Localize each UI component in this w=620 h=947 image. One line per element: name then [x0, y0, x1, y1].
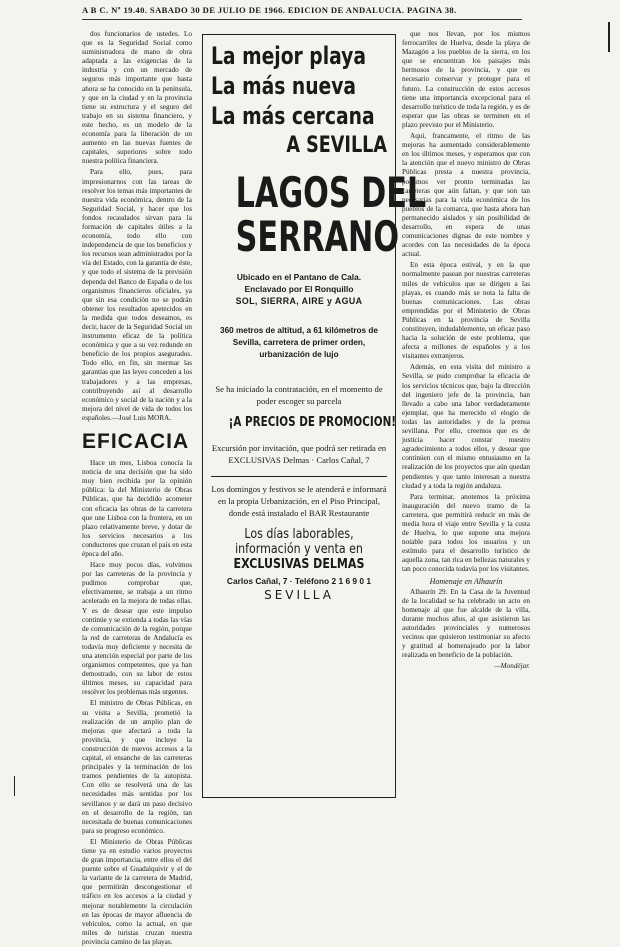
ad-city: SEVILLA — [264, 588, 334, 602]
ad-weekdays-2: información y venta en — [235, 542, 363, 557]
margin-mark — [608, 22, 610, 52]
left-column — [82, 30, 192, 946]
ad-contact: Carlos Cañal, 7 · Teléfono 2 1 6 9 0 1 — [226, 576, 372, 586]
section-subhead: Homenaje en Alhaurín — [429, 576, 503, 586]
real-estate-advertisement — [202, 34, 427, 798]
ad-slogan-3: La más cercana — [211, 102, 375, 130]
article-signature: —Mondéjar. — [494, 662, 530, 671]
ad-weekdays-1: Los días laborables, — [244, 527, 354, 542]
ad-brand-line-2: SERRANO — [235, 212, 400, 261]
article-paragraph: Para terminar, anotemos la próxima inauguración del nuevo tramo de la carretera, que permitirá reducir en más de media hora el viaje entre Sevilla y la costa de Huelva, lo que supone una mejora notable para todos los usuarios y un estímulo para el desarrollo turístico de aquella zona, tan rica en bellezas naturales y tan poco conocida todavía por los visitantes. — [402, 492, 530, 574]
ad-brand-line-1: LAGOS DEL — [235, 168, 427, 217]
ad-features: SOL, SIERRA, AIRE y AGUA — [235, 296, 363, 306]
ad-altitude: 360 metros de altitud, a 61 kilómetros de Sevilla, carretera de primer orden, urbanización de lujo — [220, 326, 378, 359]
article-paragraph: Para ello, pues, para impresionarnos con las tareas de resolver los temas más importantes de nuestra vida económica, dentro de la Seguridad Social, y hacer que los fondos recaudados sirvan para la formación de capitales útiles a la economía, todo ello con independencia de que los beneficios y los recursos sean administrados por la vía del Estado, con la garantía de éste, y que todo el sistema de la previsión dependa del Banco de España o de los organismos financieros oficiales, ya que sin esa condición no se podrán obtener los resultados apetecidos en la medida que todos deseamos, es decir, hacer de la Seguridad Social un instrumento eficaz de la política económica y que a su vez redunde en beneficio de los propios asegurados. Todo ello, en fin, sin mermar las garantías que las leyes conceden a los trabajadores y a las empresas, contribuyendo así al desarrollo económico y social de la nación y a la mejora del nivel de vida de todos los españoles.—José Luis MORA. — [82, 168, 192, 422]
ad-contract: Se ha iniciado la contratación, en el momento de poder escoger su parcela — [215, 384, 383, 406]
ad-visit-info: Excursión por invitación, que podrá ser retirada en EXCLUSIVAS Delmas · Carlos Cañal, 7 — [211, 443, 387, 465]
section-headline: EFICACIA — [82, 430, 190, 454]
article-paragraph: El Ministerio de Obras Públicas tiene ya en estudio varios proyectos de gran importancia, entre ellos el del puente sobre el Guadalquivir y el de la variante de la carretera de Madrid, que permitirán descongestionar el tráfico en los accesos a la ciudad y mejorar notablemente la circulación en las épocas de mayor afluencia de vehículos, como la actual, en que miles de turistas cruzan nuestra provincia camino de las playas. — [82, 837, 192, 946]
ad-slogan-2: La más nueva — [211, 72, 357, 100]
ad-promo: ¡A PRECIOS DE PROMOCION! — [228, 415, 397, 430]
ad-location-1: Ubicado en el Pantano de Cala. — [236, 272, 362, 282]
ad-slogan-1: La mejor playa — [211, 42, 367, 70]
article-paragraph: Hace un mes, Lisboa conocía la noticia de una decisión que ha sido muy bien recibida por la opinión pública: la del Ministerio de Obras Públicas, que ha decidido acometer con eficacia las obras de la carretera que une Lisboa con la frontera, en un plazo relativamente breve, y dotar de los servicios necesarios a los conductores que cruzan el país en esta época del año. — [82, 459, 192, 558]
article-paragraph: Aquí, francamente, el ritmo de las mejoras ha aumentado considerablemente en los últimos meses, y esperamos que con la atención que el nuevo ministro de Obras Públicas presta a nuestra provincia, podamos ver pronto terminadas las carreteras que aún faltan, y que son tan necesarias para la vida económica de los pueblos de la comarca, que hasta ahora han permanecido aislados y sin posibilidad de desarrollo, en espera de unas comunicaciones dignas de este nombre y acordes con las necesidades de la época actual. — [402, 132, 530, 259]
article-paragraph: Además, en esta visita del ministro a Sevilla, se pudo comprobar la eficacia de los servicios técnicos que, bajo la dirección del ingeniero jefe de la provincia, han llevado a cabo una labor verdaderamente ejemplar, que ha merecido el elogio de todas las autoridades y de la prensa sevillana. Por ello, creemos que es de justicia hacer constar nuestro agradecimiento a todos ellos, y desear que continúen con el mismo entusiasmo en la realización de los proyectos que aún quedan pendientes y que tanto interesan a nuestra ciudad y a toda la región andaluza. — [402, 363, 530, 490]
header-rule — [82, 19, 522, 20]
ad-weekend-info: Los domingos y festivos se le atenderá e informará en la propia Urbanización, en el Piso Principal, donde está instalado el BAR Restaurante — [211, 484, 387, 518]
article-paragraph: Hace muy pocos días, volvimos por las carreteras de la provincia y pudimos comprobar que, efectivamente, se trabaja a un ritmo acelerado en la mejora de todas ellas. Y es de desear que este impulso continúe y se extienda a todas las vías de comunicación de la región, porque la red de carreteras de Andalucía es todavía muy deficiente y necesita de una atención especial por parte de los organismos competentes, que ya han demostrado, con su labor de estos últimos meses, su capacidad para resolver los problemas más urgentes. — [82, 561, 192, 697]
ad-agency: EXCLUSIVAS DELMAS — [233, 557, 365, 572]
page-header: A B C. Nº 19.40. SABADO 30 DE JULIO DE 1966. EDICION DE ANDALUCIA. PAGINA 38. — [82, 5, 457, 15]
margin-mark — [14, 776, 15, 796]
ad-location-2: Enclavado por El Ronquillo — [244, 284, 354, 294]
right-column — [402, 30, 530, 792]
article-paragraph: En esta época estival, y en la que normalmente pasean por nuestras carreteras miles de vehículos que se dirigen a las playas, es cuando más se nota la falta de buenas comunicaciones. Las obras emprendidas por el Ministerio de Obras Públicas en la provincia de Sevilla constituyen, indudablemente, un eficaz paso hacia la solución de este problema, que afecta a millones de españoles y a los visitantes extranjeros. — [402, 261, 530, 361]
article-paragraph: que nos llevan, por los mismos ferrocarriles de Huelva, desde la playa de Mazagón a los pueblos de la sierra, en los que se encuentran los paisajes más hermosos de la provincia, y que es necesario conservar y proteger para el futuro. La construcción de estos accesos tiene una importancia excepcional para el desarrollo turístico de toda la región, y es de esperar que las obras se terminen en el plazo previsto por el Ministerio. — [402, 30, 530, 129]
article-paragraph: Alhaurín 29. En la Casa de la Juventud de la localidad se ha celebrado un acto en homenaje al que fue alcalde de la villa, durante muchos años, al que asistieron las autoridades provinciales y numerosos vecinos que quisieron testimoniar su afecto y gratitud al homenajeado por la labor realizada en beneficio de la población. — [402, 587, 530, 660]
article-paragraph: El ministro de Obras Públicas, en su visita a Sevilla, prometió la realización de un amplio plan de mejoras que afectará a toda la provincia, y que incluye la construcción de nuevos accesos a la capital, el ensanche de las carreteras principales y la terminación de los tramos pendientes de la autopista. Con ello se resolverá una de las necesidades más sentidas por los sevillanos y se dará un paso decisivo en el desarrollo de la región, tan necesitada de buenas comunicaciones para su progreso económico. — [82, 699, 192, 835]
ad-destination: A SEVILLA — [286, 133, 387, 158]
article-paragraph: dos funcionarios de ustedes. Lo que es la Seguridad Social como suministradora de mano de obra adaptada a las exigencias de la industria y con un mercado de seguros más importante que hasta ahora se ha conocido en la península, y que en la ciudad y en la provincia tiene su estructura y el seguro del trabajo en su sistema financiero, y este hecho, es un modelo de la economía para la liberación de un aumento en las nuevas fuentes de capitales, superiores sobre todo nuestra política financiera. — [82, 30, 192, 166]
ad-divider — [211, 476, 387, 477]
